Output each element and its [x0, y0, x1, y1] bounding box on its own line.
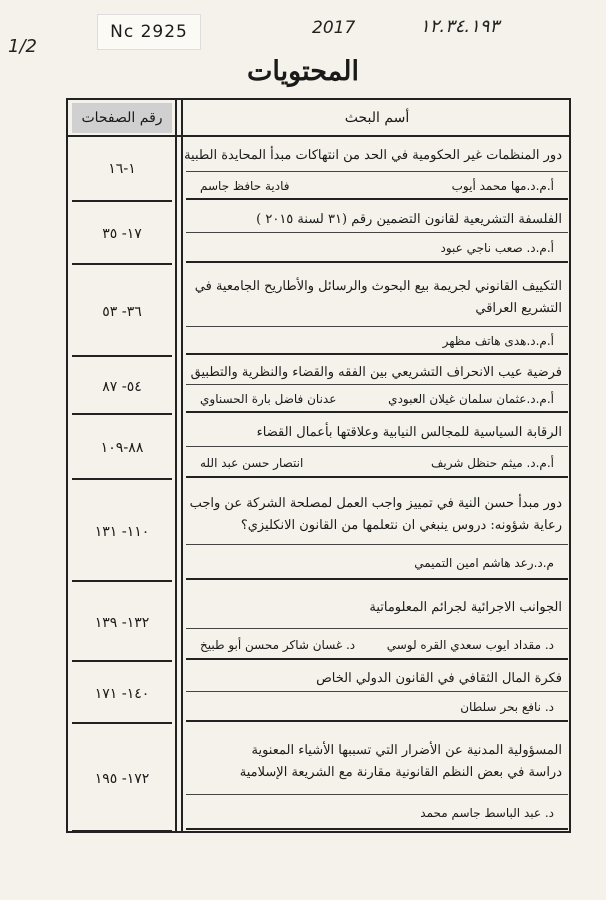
author-name: أ.م.د. صعب ناجي عبود: [440, 241, 554, 255]
page-range: ١١٠- ١٣١: [72, 483, 172, 582]
fraction-annotation: 1/2: [8, 36, 37, 57]
entry-authors: [192, 172, 562, 200]
entry-title-line: دور مبدأ حسن النية في تمييز واجب العمل لمصلحة الشركة عن واجب: [189, 495, 562, 511]
author-name: د. عبد الباسط جاسم محمد: [420, 805, 554, 820]
entry-title-line: المسؤولية المدنية عن الأضرار التي تسببها الأشياء المعنوية: [251, 742, 562, 758]
author-name: انتصار حسن عبد الله: [200, 455, 304, 470]
pages-column-header: رقم الصفحات: [72, 103, 172, 133]
entry-title-line: رعاية شؤونه: دروس ينبغي ان نتعلمها من القانون الانكليزي؟: [240, 517, 562, 533]
page-title: المحتويات: [246, 56, 360, 87]
entry-title-line: دور المنظمات غير الحكومية في الحد من انتهاكات مبدأ المحايدة الطبية: [184, 147, 562, 163]
entry-3: [186, 268, 568, 355]
accession-stamp: Nc 2925: [97, 14, 201, 50]
page-range: ٣٦- ٥٣: [72, 268, 172, 357]
entry-title-line: الفلسفة التشريعية لقانون التضمين رقم (٣١ لسنة ٢٠١٥ ): [256, 211, 562, 227]
date-code-annotation: ١٢.٣٤.١٩٣: [420, 16, 500, 37]
entry-6: [186, 483, 568, 580]
page-range: ١٤٠- ١٧١: [72, 665, 172, 724]
entry-7: [186, 585, 568, 660]
author-name: فادية حافظ جاسم: [200, 179, 290, 193]
research-column-header: أسم البحث: [344, 110, 410, 126]
entry-title-block: [192, 727, 562, 794]
entry-authors: [192, 447, 562, 478]
author-name: أ.م.د. ميثم حنظل شريف: [430, 455, 554, 470]
entry-title-block: [192, 585, 562, 628]
entry-title-block: [192, 418, 562, 446]
entry-authors: [192, 795, 562, 830]
author-name: عدنان فاضل بارة الحسناوي: [200, 392, 337, 406]
entry-title-line: التكييف القانوني لجريمة بيع البحوث والرسائل والأطاريح الجامعية في: [194, 279, 562, 294]
entry-title-block: [192, 360, 562, 384]
entry-title-line: فكرة المال الثقافي في القانون الدولي الخاص: [316, 671, 562, 686]
page-range: ١٧- ٣٥: [72, 205, 172, 265]
author-name: أ.م.د.عثمان سلمان غيلان العبودي: [388, 392, 554, 406]
page-range: ٨٨-١٠٩: [72, 418, 172, 480]
entry-2: [186, 205, 568, 263]
entry-title-block: [192, 268, 562, 326]
entry-authors: [192, 233, 562, 263]
entry-authors: [192, 327, 562, 355]
entry-title-block: [189, 483, 562, 544]
author-name: أ.م.د.مها محمد أيوب: [451, 179, 554, 193]
page-range: ٥٤- ٨٧: [72, 360, 172, 415]
entry-5: [186, 418, 568, 478]
author-name: أ.م.د.هدى هاتف مظهر: [442, 334, 554, 348]
entry-8: [186, 665, 568, 722]
author-name: د. نافع بحر سلطان: [460, 700, 554, 714]
page-range: ١٣٢- ١٣٩: [72, 585, 172, 662]
page-range: ١٧٢- ١٩٥: [72, 727, 172, 832]
entry-title-block: [192, 665, 562, 691]
entry-4: [186, 360, 568, 413]
entry-9: [186, 727, 568, 830]
page-range: ١-١٦: [72, 138, 172, 202]
entry-title-block: [192, 205, 562, 232]
entry-authors: [192, 692, 562, 722]
entry-authors: [192, 385, 562, 413]
entry-title-block: [184, 138, 562, 171]
entry-title-line: فرضية عيب الانحراف التشريعي بين الفقه والقضاء والنظرية والتطبيق: [190, 365, 562, 380]
author-name: د. غسان شاكر محسن أبو طبيخ: [200, 637, 356, 652]
entry-title-line: الجوانب الاجرائية لجرائم المعلوماتية: [369, 599, 562, 615]
entry-1: [186, 138, 568, 200]
entry-title-line: التشريع العراقي: [475, 301, 562, 316]
entry-title-line: الرقابة السياسية للمجالس النيابية وعلاقتها بأعمال القضاء: [256, 425, 562, 440]
year-annotation: 2017: [312, 18, 356, 38]
contents-table: [66, 98, 571, 833]
author-name: م.د.رعد هاشم امين التميمي: [414, 555, 554, 570]
author-name: د. مقداد ايوب سعدي القره لوسي: [386, 637, 554, 652]
entry-authors: [192, 545, 562, 580]
entry-authors: [192, 629, 562, 660]
entry-title-line: دراسة في بعض النظم القانونية مقارنة مع الشريعة الإسلامية: [239, 764, 562, 780]
